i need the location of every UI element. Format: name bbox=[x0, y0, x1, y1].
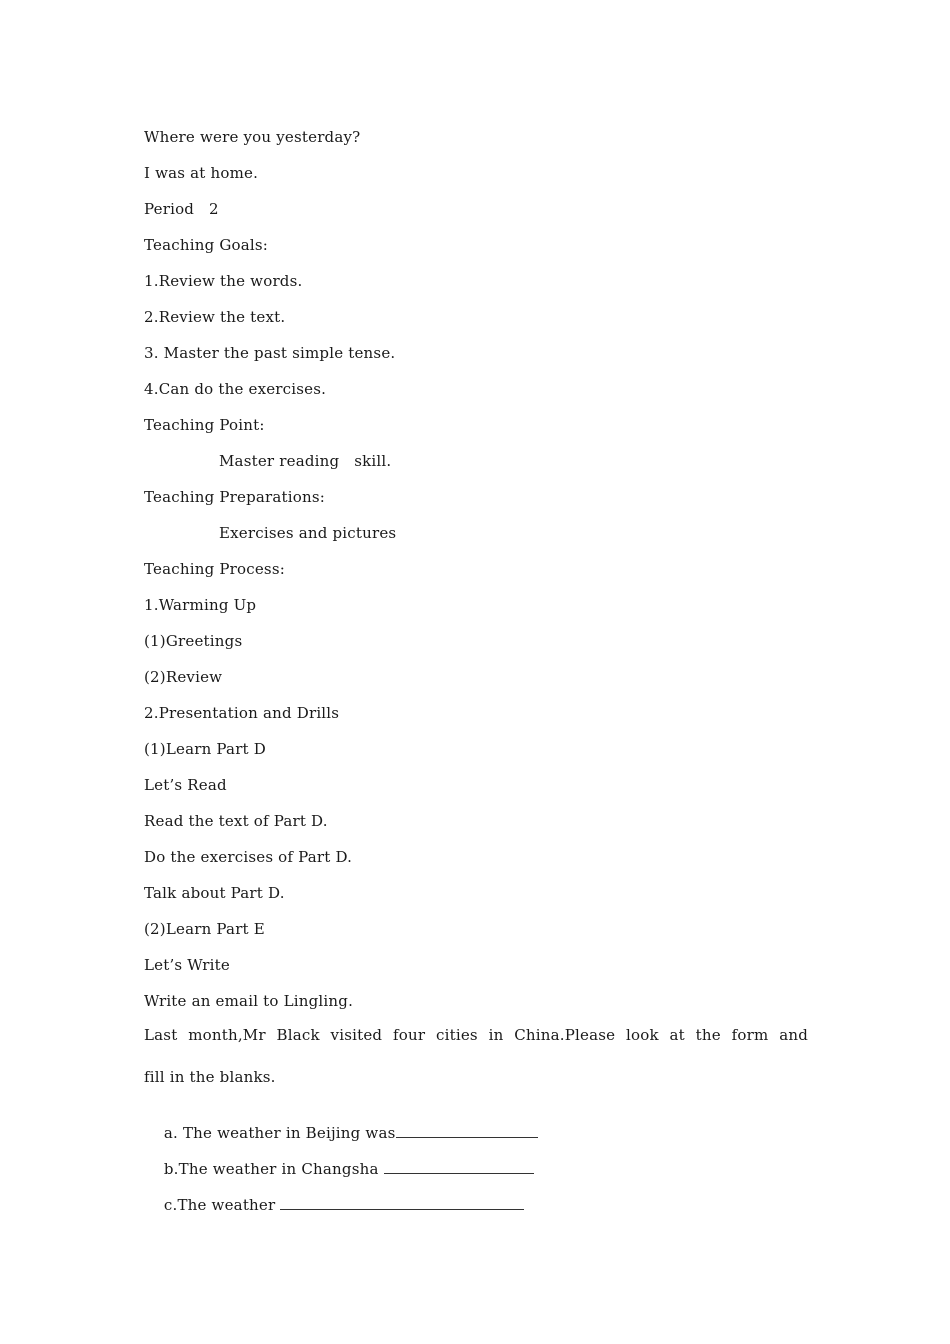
teaching-preparations-text: Exercises and pictures bbox=[219, 524, 397, 542]
lets-read-heading: Let’s Read bbox=[144, 776, 227, 794]
blank-item-a-text: a. The weather in Beijing was bbox=[163, 1124, 396, 1142]
teaching-point-heading: Teaching Point: bbox=[144, 416, 265, 434]
process-substep-review: (2)Review bbox=[144, 668, 223, 686]
exercise-instruction: Do the exercises of Part D. bbox=[144, 848, 353, 866]
exercise-prompt-line-2: fill in the blanks. bbox=[144, 1068, 276, 1086]
title-question: Where were you yesterday? bbox=[144, 128, 361, 146]
write-instruction: Write an email to Lingling. bbox=[144, 992, 354, 1010]
goal-item-2: 2.Review the text. bbox=[144, 308, 286, 326]
title-answer: I was at home. bbox=[144, 164, 259, 182]
process-step-1: 1.Warming Up bbox=[144, 596, 257, 614]
blank-item-c-text: c.The weather bbox=[163, 1196, 281, 1214]
lets-write-heading: Let’s Write bbox=[144, 956, 230, 974]
process-substep-greetings: (1)Greetings bbox=[144, 632, 243, 650]
goal-item-3: 3. Master the past simple tense. bbox=[144, 344, 396, 362]
talk-instruction: Talk about Part D. bbox=[144, 884, 285, 902]
read-instruction: Read the text of Part D. bbox=[144, 812, 328, 830]
teaching-goals-heading: Teaching Goals: bbox=[144, 236, 269, 254]
exercise-prompt-line-1: Last month,Mr Black visited four cities in China.Please look at the form and bbox=[144, 1026, 808, 1044]
blank-line-c bbox=[280, 1195, 524, 1210]
blank-item-b-text: b.The weather in Changsha bbox=[163, 1160, 384, 1178]
blank-item-c bbox=[144, 1175, 524, 1235]
teaching-preparations-heading: Teaching Preparations: bbox=[144, 488, 326, 506]
blank-line-a bbox=[396, 1123, 538, 1138]
teaching-process-heading: Teaching Process: bbox=[144, 560, 285, 578]
teaching-point-text: Master reading skill. bbox=[219, 452, 392, 470]
period-label: Period 2 bbox=[144, 200, 219, 218]
process-step-2: 2.Presentation and Drills bbox=[144, 704, 340, 722]
blank-line-b bbox=[384, 1159, 534, 1174]
process-substep-part-d: (1)Learn Part D bbox=[144, 740, 266, 758]
goal-item-4: 4.Can do the exercises. bbox=[144, 380, 327, 398]
process-substep-part-e: (2)Learn Part E bbox=[144, 920, 265, 938]
goal-item-1: 1.Review the words. bbox=[144, 272, 303, 290]
